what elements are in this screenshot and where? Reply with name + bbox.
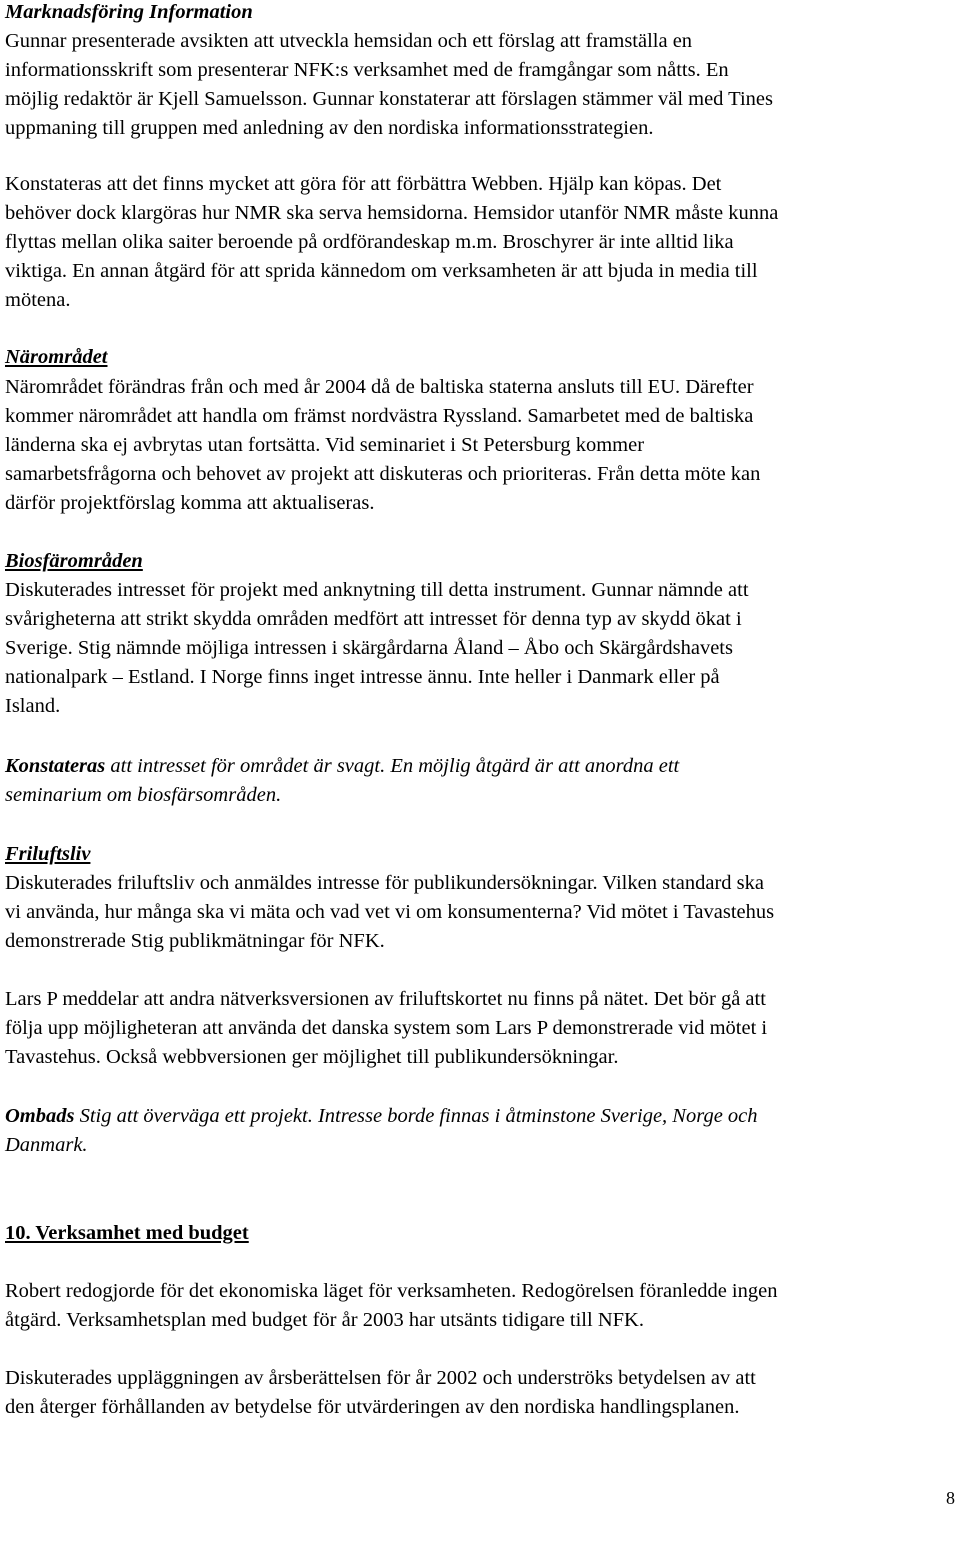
- paragraph-line: nationalpark – Estland. I Norge finns inget intresse ännu. Inte heller i Danmark eller på: [5, 666, 720, 688]
- paragraph-line: Gunnar presenterade avsikten att utveckla hemsidan och ett förslag att framställa en: [5, 30, 693, 52]
- paragraph-line: Diskuterades intresset för projekt med anknytning till detta instrument. Gunnar nämnde att: [5, 579, 749, 601]
- paragraph-line: följa upp möjligheteran att använda det danska system som Lars P demonstrerade vid mötet i: [5, 1017, 768, 1039]
- paragraph-line: vi använda, hur många ska vi mäta och vad vet vi om konsumenterna? Vid mötet i Tavastehus: [5, 901, 775, 923]
- decision-line: [5, 1104, 758, 1128]
- paragraph-line: Island.: [5, 695, 61, 717]
- paragraph-line: mötena.: [5, 289, 71, 311]
- paragraph-line: därför projektförslag komma att aktualiseras.: [5, 492, 375, 514]
- decision-line: [5, 754, 679, 778]
- paragraph-line: länderna ska ej avbrytas utan fortsätta. Vid seminariet i St Petersburg kommer: [5, 434, 645, 456]
- paragraph-line: Sverige. Stig nämnde möjliga intressen i skärgårdarna Åland – Åbo och Skärgårdshavets: [5, 637, 733, 659]
- paragraph-line: Konstateras att det finns mycket att göra för att förbättra Webben. Hjälp kan köpas. Det: [5, 173, 722, 195]
- paragraph-line: Lars P meddelar att andra nätverksversionen av friluftskortet nu finns på nätet. Det bör gå att: [5, 988, 766, 1010]
- section-heading-marketing: Marknadsföring Information: [5, 1, 253, 23]
- paragraph-line: flyttas mellan olika saiter beroende på ordförandeskap m.m. Broschyrer är inte alltid lika: [5, 231, 734, 253]
- paragraph-line: Diskuterades friluftsliv och anmäldes intresse för publikundersökningar. Vilken standard ska: [5, 872, 765, 894]
- section-heading-naromradet: Närområdet: [5, 346, 108, 368]
- paragraph-line: Robert redogjorde för det ekonomiska läget för verksamheten. Redogörelsen föranledde ingen: [5, 1280, 778, 1302]
- paragraph-line: behöver dock klargöras hur NMR ska serva hemsidorna. Hemsidor utanför NMR måste kunna: [5, 202, 779, 224]
- decision-line: Danmark.: [5, 1134, 88, 1156]
- paragraph-line: viktiga. En annan åtgärd för att sprida kännedom om verksamheten är att bjuda in media till: [5, 260, 758, 282]
- paragraph-line: Närområdet förändras från och med år 2004 då de baltiska staterna ansluts till EU. Därefter: [5, 376, 754, 398]
- paragraph-line: samarbetsfrågorna och behovet av projekt att diskuteras och prioriteras. Från detta möte kan: [5, 463, 761, 485]
- paragraph-line: demonstrerade Stig publikmätningar för NFK.: [5, 930, 385, 952]
- paragraph-line: åtgärd. Verksamhetsplan med budget för år 2003 har utsänts tidigare till NFK.: [5, 1309, 644, 1331]
- decision-line: seminarium om biosfärsområden.: [5, 784, 282, 806]
- paragraph-line: den återger förhållanden av betydelse för utvärderingen av den nordiska handlingsplanen.: [5, 1396, 740, 1418]
- page-number: 8: [946, 1488, 955, 1508]
- section-heading-biosfar: Biosfärområden: [5, 550, 143, 572]
- paragraph-line: svårigheterna att strikt skydda områden medfört att intresset för denna typ av skydd ökat i: [5, 608, 742, 630]
- decision-keyword: Ombads: [5, 1105, 75, 1127]
- section-heading-friluftsliv: Friluftsliv: [5, 843, 91, 865]
- section-heading-budget: 10. Verksamhet med budget: [5, 1222, 249, 1244]
- paragraph-line: Diskuterades uppläggningen av årsberättelsen för år 2002 och underströks betydelsen av att: [5, 1367, 756, 1389]
- paragraph-line: informationsskrift som presenterar NFK:s verksamhet med de framgångar som nåtts. En: [5, 59, 729, 81]
- paragraph-line: Tavastehus. Också webbversionen ger möjlighet till publikundersökningar.: [5, 1046, 619, 1068]
- paragraph-line: kommer närområdet att handla om främst nordvästra Ryssland. Samarbetet med de baltiska: [5, 405, 754, 427]
- paragraph-line: uppmaning till gruppen med anledning av den nordiska informationsstrategien.: [5, 117, 654, 139]
- decision-text: att intresset för området är svagt. En möjlig åtgärd är att anordna ett: [105, 755, 680, 777]
- decision-keyword: Konstateras: [5, 755, 106, 777]
- decision-text: Stig att överväga ett projekt. Intresse borde finnas i åtminstone Sverige, Norge och: [74, 1105, 758, 1127]
- paragraph-line: möjlig redaktör är Kjell Samuelsson. Gunnar konstaterar att förslagen stämmer väl med Tines: [5, 88, 774, 110]
